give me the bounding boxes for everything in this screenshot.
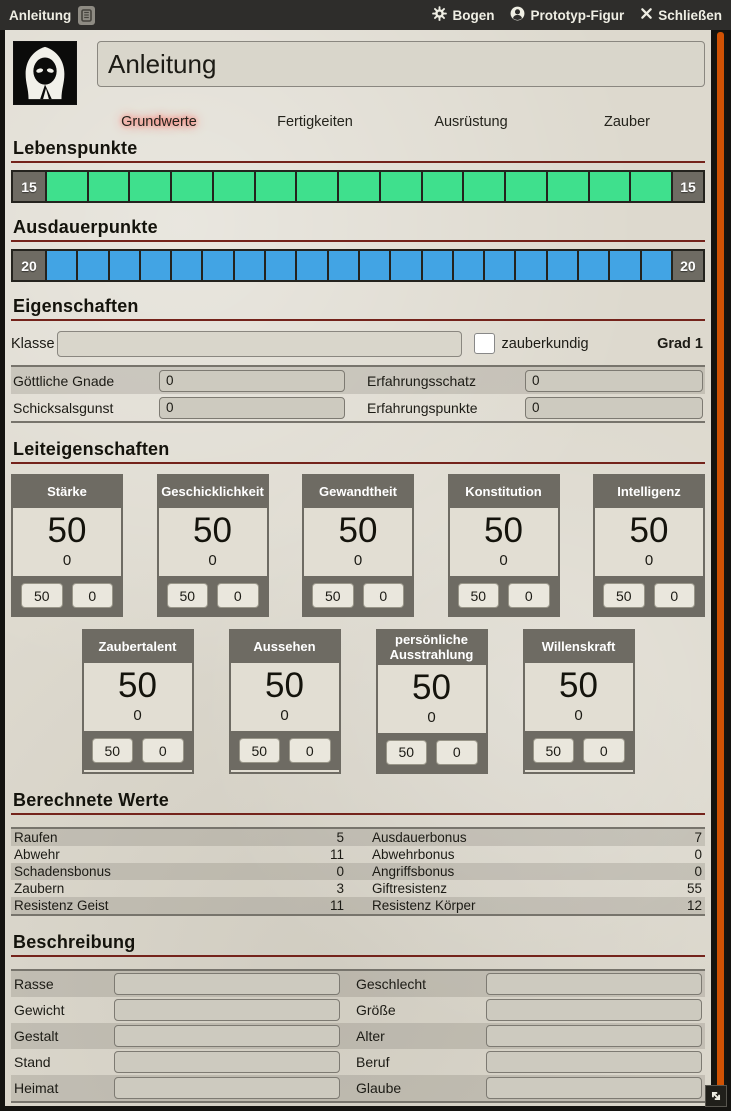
calc-row [11,829,705,846]
calc-value: 0 [694,863,702,879]
attribute-inputs [450,576,558,615]
attribute-name: Konstitution [450,476,558,508]
ausdauerpunkte-segment[interactable] [327,251,358,280]
ausdauerpunkte-segment[interactable] [546,251,577,280]
eigenschaft-input-schicksalsgunst[interactable] [159,397,345,419]
attribute-name: Aussehen [231,631,339,663]
attribute-row-2 [11,629,705,774]
attribute-inputs [13,576,121,615]
attribute-mod-input[interactable] [508,583,550,608]
ausdauerpunkte-segment[interactable] [640,251,671,280]
section-title-ausdauerpunkte: Ausdauerpunkte [11,217,705,242]
ausdauerpunkte-current-value: 20 [13,251,45,280]
beschreibung-label: Stand [14,1053,51,1070]
attribute-box-willenskraft [523,629,635,774]
lebenspunkte-segment[interactable] [629,172,671,201]
attribute-total-value: 50 [629,511,669,550]
lebenspunkte-segment[interactable] [379,172,421,201]
klasse-label: Klasse [11,335,55,352]
lebenspunkte-segment[interactable] [421,172,463,201]
calc-row [11,897,705,914]
ausdauerpunkte-segment[interactable] [608,251,639,280]
book-icon [78,6,95,25]
attribute-name: Willenskraft [525,631,633,663]
ausdauerpunkte-segment[interactable] [295,251,326,280]
calc-row [11,846,705,863]
grad-value: Grad 1 [657,335,703,352]
calc-label: Zaubern [14,880,65,896]
attribute-box-konstitution [448,474,560,617]
beschreibung-table [11,969,705,1103]
attribute-box-persönliche-ausstrahlung [376,629,488,774]
titlebar-button-bogen[interactable] [432,6,494,24]
attribute-total-value: 50 [338,511,378,550]
tab-zauber[interactable]: Zauber [604,114,650,130]
section-title-leiteigenschaften: Leiteigenschaften [11,439,705,464]
attribute-name: Geschicklichkeit [159,476,267,508]
beschreibung-row [11,971,705,997]
beschreibung-input-glaube[interactable] [486,1077,702,1099]
lebenspunkte-segment[interactable] [170,172,212,201]
tab-grundwerte[interactable]: Grundwerte [121,114,197,130]
attribute-base-input[interactable] [603,583,645,608]
eigenschaft-label: Erfahrungsschatz [367,372,476,389]
beschreibung-input-alter[interactable] [486,1025,702,1047]
zauberkundig-checkbox[interactable] [474,333,495,354]
attribute-base-input[interactable] [21,583,63,608]
attribute-mod-input[interactable] [142,738,184,763]
attribute-box-zaubertalent [82,629,194,774]
lebenspunkte-segment[interactable] [45,172,87,201]
ausdauerpunkte-segment[interactable] [264,251,295,280]
attribute-box-stärke [11,474,123,617]
eigenschaft-input-göttlichegnade[interactable] [159,370,345,392]
eigenschaft-label: Schicksalsgunst [13,399,114,416]
attribute-base-input[interactable] [458,583,500,608]
close-icon [640,7,653,23]
character-portrait[interactable] [13,41,77,105]
sheet-body [5,30,711,1106]
attribute-name: persönliche Ausstrahlung [378,631,486,665]
attribute-row-1 [11,474,705,617]
attribute-mod-input[interactable] [72,583,114,608]
attribute-total-value: 50 [412,667,451,707]
lebenspunkte-max-value: 15 [671,172,703,201]
calc-label: Resistenz Körper [372,897,476,913]
beschreibung-input-beruf[interactable] [486,1051,702,1073]
ausdauerpunkte-segment[interactable] [108,251,139,280]
attribute-total-value: 50 [559,666,598,705]
attribute-base-input[interactable] [92,738,134,763]
lebenspunkte-segment[interactable] [254,172,296,201]
attribute-inputs [84,731,192,770]
calc-label: Schadensbonus [14,863,111,879]
attribute-name: Zaubertalent [84,631,192,663]
attribute-base-input[interactable] [386,740,428,765]
beschreibung-row [11,997,705,1023]
attribute-base-input[interactable] [533,738,575,763]
ausdauerpunkte-segment[interactable] [452,251,483,280]
ausdauerpunkte-segment[interactable] [201,251,232,280]
calc-value: 5 [336,829,344,845]
attribute-mod-value: 0 [208,552,217,569]
calc-row [11,880,705,897]
attribute-name: Gewandtheit [304,476,412,508]
lebenspunkte-segment[interactable] [337,172,379,201]
window-titlebar[interactable] [0,0,731,30]
attribute-inputs [304,576,412,615]
attribute-base-input[interactable] [239,738,281,763]
ausdauerpunkte-segment[interactable] [170,251,201,280]
lebenspunkte-segment[interactable] [504,172,546,201]
scrollbar-thumb[interactable] [717,32,724,1105]
calc-label: Resistenz Geist [14,897,109,913]
attribute-base-input[interactable] [167,583,209,608]
beschreibung-input-geschlecht[interactable] [486,973,702,995]
beschreibung-label: Geschlecht [356,975,427,992]
tab-ausrüstung[interactable]: Ausrüstung [434,114,508,130]
titlebar-button-label: Bogen [452,7,495,23]
titlebar-button-label: Prototyp-Figur [530,7,625,23]
attribute-inputs [159,576,267,615]
attribute-inputs [231,731,339,770]
ausdauerpunkte-segment[interactable] [358,251,389,280]
ausdauerpunkte-bar [11,249,705,282]
attribute-name: Stärke [13,476,121,508]
attribute-mod-input[interactable] [583,738,625,763]
titlebar-button-prototypfigur[interactable] [510,6,624,24]
beschreibung-label: Gewicht [14,1001,65,1018]
attribute-mod-value: 0 [499,552,508,569]
attribute-box-gewandtheit [302,474,414,617]
beschreibung-label: Gestalt [14,1027,59,1044]
beschreibung-label: Heimat [14,1079,59,1096]
lebenspunkte-bar [11,170,705,203]
calc-value: 0 [336,863,344,879]
attribute-box-aussehen [229,629,341,774]
calc-label: Abwehr [14,846,60,862]
character-name-input[interactable] [97,41,705,87]
zauberkundig-label: zauberkundig [501,335,589,352]
eigenschaft-label: Erfahrungspunkte [367,399,478,416]
attribute-mod-value: 0 [574,707,583,724]
calc-value: 11 [329,897,344,913]
gear-icon [432,6,447,24]
section-title-berechnete-werte: Berechnete Werte [11,790,705,815]
section-title-beschreibung: Beschreibung [11,932,705,957]
attribute-inputs [378,733,486,772]
attribute-name: Intelligenz [595,476,703,508]
eigenschaft-row [11,394,705,421]
attribute-mod-value: 0 [644,552,654,569]
ausdauerpunkte-segment[interactable] [45,251,76,280]
attribute-mod-value: 0 [353,552,363,569]
calc-label: Angriffsbonus [372,863,455,879]
eigenschaft-label: Göttliche Gnade [13,372,115,389]
calc-label: Ausdauerbonus [372,829,467,845]
eigenschaft-row [11,367,705,394]
calc-value: 0 [694,846,702,862]
resize-handle[interactable] [705,1085,727,1107]
lebenspunkte-segment[interactable] [462,172,504,201]
tab-fertigkeiten[interactable]: Fertigkeiten [277,114,353,130]
eigenschaften-table [11,365,705,423]
section-title-lebenspunkte: Lebenspunkte [11,138,705,163]
beschreibung-input-rasse[interactable] [114,973,340,995]
calc-value: 3 [336,880,344,896]
ausdauerpunkte-segment[interactable] [577,251,608,280]
ausdauerpunkte-segment[interactable] [483,251,514,280]
beschreibung-row [11,1075,705,1101]
attribute-total-value: 50 [193,511,232,550]
beschreibung-row [11,1049,705,1075]
lebenspunkte-current-value: 15 [13,172,45,201]
ausdauerpunkte-max-value: 20 [671,251,703,280]
calc-label: Giftresistenz [372,880,448,896]
beschreibung-input-gestalt[interactable] [114,1025,340,1047]
scrollbar-track[interactable] [714,31,727,1106]
ausdauerpunkte-segment[interactable] [139,251,170,280]
lebenspunkte-segment[interactable] [295,172,337,201]
attribute-mod-input[interactable] [654,583,696,608]
calc-label: Raufen [14,829,58,845]
calc-value: 11 [329,846,344,862]
lebenspunkte-segment[interactable] [546,172,588,201]
klasse-input[interactable] [57,331,462,357]
berechnete-werte-table [11,827,705,916]
calc-value: 55 [686,880,702,896]
attribute-mod-value: 0 [427,708,436,726]
ausdauerpunkte-segment[interactable] [233,251,264,280]
beschreibung-input-heimat[interactable] [114,1077,340,1099]
attribute-total-value: 50 [484,511,523,550]
titlebar-button-label: Schließen [658,7,722,23]
attribute-total-value: 50 [265,666,304,705]
window-title: Anleitung [9,7,72,23]
beschreibung-label: Alter [356,1027,385,1044]
lebenspunkte-segment[interactable] [128,172,170,201]
beschreibung-label: Glaube [356,1079,402,1096]
attribute-inputs [525,731,633,770]
attribute-mod-input[interactable] [363,583,405,608]
beschreibung-row [11,1023,705,1049]
calc-row [11,863,705,880]
attribute-mod-input[interactable] [436,740,478,765]
beschreibung-label: Beruf [356,1053,390,1070]
attribute-box-intelligenz [593,474,705,617]
lebenspunkte-segment[interactable] [212,172,254,201]
attribute-base-input[interactable] [312,583,354,608]
sheet-tabs [81,112,705,132]
beschreibung-label: Größe [356,1001,396,1018]
attribute-inputs [595,576,703,615]
ausdauerpunkte-segment[interactable] [514,251,545,280]
beschreibung-input-gewicht[interactable] [114,999,340,1021]
attribute-mod-value: 0 [62,552,72,569]
section-title-eigenschaften: Eigenschaften [11,296,705,321]
beschreibung-input-größe[interactable] [486,999,702,1021]
ausdauerpunkte-segment[interactable] [421,251,452,280]
attribute-total-value: 50 [118,666,157,705]
user-circle-icon [510,6,525,24]
lebenspunkte-segment[interactable] [588,172,630,201]
attribute-box-geschicklichkeit [157,474,269,617]
lebenspunkte-segment[interactable] [87,172,129,201]
attribute-total-value: 50 [47,511,87,550]
attribute-mod-input[interactable] [217,583,259,608]
beschreibung-label: Rasse [14,975,54,992]
calc-label: Abwehrbonus [372,846,455,862]
attribute-mod-value: 0 [280,707,289,724]
calc-value: 7 [694,829,702,845]
titlebar-button-schlieen[interactable] [640,7,722,23]
beschreibung-input-stand[interactable] [114,1051,340,1073]
eigenschaft-input-erfahrungspunkte[interactable] [525,397,703,419]
ausdauerpunkte-segment[interactable] [76,251,107,280]
attribute-mod-value: 0 [133,707,142,724]
ausdauerpunkte-segment[interactable] [389,251,420,280]
attribute-mod-input[interactable] [289,738,331,763]
calc-value: 12 [686,897,702,913]
eigenschaft-input-erfahrungsschatz[interactable] [525,370,703,392]
